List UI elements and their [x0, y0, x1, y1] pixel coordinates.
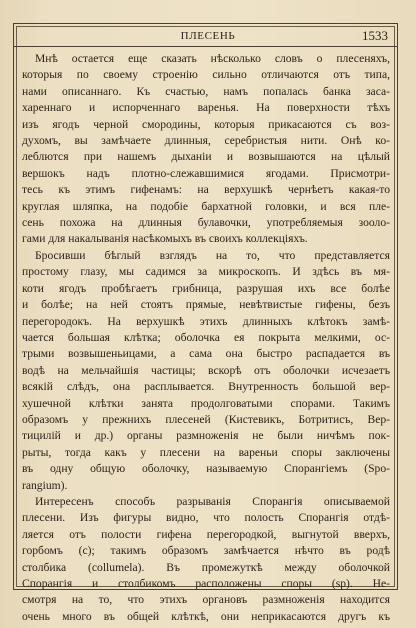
text-line: водѣ на мельчайшія частицы; вскорѣ отъ оболочки исчезаетъ: [22, 363, 390, 377]
text-line: духомъ, вы замѣчаете длинныя, серебристыя нити. Онѣ ко-: [22, 134, 390, 148]
text-line: круглая шляпка, на подобіе бархатной головки, и вся пле-: [22, 199, 390, 213]
text-line: нами описаннаго. Къ счастью, намъ попалась банка заса-: [22, 84, 390, 98]
text-line: очень много въ общей клѣткѣ, они неприкасаются другъ къ: [22, 609, 390, 623]
text-line: хушечной клѣтки занята продолговатыми спорами. Такимъ: [22, 396, 390, 410]
text-line: гами для накалыванія насѣкомыхъ въ своихъ коллекціяхъ.: [22, 232, 308, 246]
text-line: тицилій и др.) органы размноженія не были ничѣмъ пок-: [22, 429, 390, 443]
text-line: плесени. Изъ фигуры видно, что полость Спорангія отдѣ-: [22, 511, 390, 525]
text-line: чается большая клѣтка; оболочка ея покрыта мелкими, ос-: [22, 330, 390, 344]
running-title: ПЛЕСЕНЬ: [180, 30, 236, 42]
text-line: смотря на то, что этихъ органовъ размноженія находится: [22, 593, 390, 607]
text-line: Интересенъ способъ разрыванія Спорангія описываемой: [35, 494, 390, 508]
text-line: леблются при нашемъ дыханіи и возвышаются на цѣлый: [22, 150, 390, 164]
text-line: Бросивши бѣглый взглядъ на то, что представляется: [35, 248, 390, 262]
text-line: столбика (collumela). Въ промежуткѣ между оболочкой: [22, 560, 390, 574]
body-text: [22, 51, 390, 625]
text-line: которыя по своему строенію сильно отличаются отъ типа,: [22, 68, 390, 82]
text-line: изъ ягодъ черной смородины, которыя прикасаются съ воз-: [22, 117, 390, 131]
text-line: трыми возвышеньицами, а сама она быстро распадается въ: [22, 347, 390, 361]
text-line: ляется отъ полости гифена перегородкой, выгнутой вверхъ,: [22, 527, 390, 541]
header-rule: [13, 46, 398, 47]
text-line: хареннаго и испорченнаго варенья. На поверхности тѣхъ: [22, 101, 390, 115]
text-line: и болѣе; на ней стоятъ прямые, невѣтвистые гифены, безъ: [22, 298, 390, 312]
text-line: въ одну общую оболочку, называемую Спорангіемъ (Spo-: [22, 462, 390, 476]
text-line: образомъ у прежнихъ плесеней (Кистевикъ, Ботритисъ, Вер-: [22, 412, 390, 426]
text-line: коти ягодъ пробѣгаетъ грибница, разрушая ихъ все болѣе: [22, 281, 390, 295]
text-line: rangium).: [22, 478, 68, 492]
text-line: всякій слѣдъ, она расплывается. Внутренность большой вер-: [22, 380, 390, 394]
text-line: рыты, тогда какъ у плесени на вареньи споры заключены: [22, 445, 390, 459]
text-line: простому глазу, мы садимся за микроскопъ. И здѣсь въ мя-: [22, 265, 390, 279]
text-line: Мнѣ остается еще сказать нѣсколько словъ о плесеняхъ,: [35, 52, 390, 65]
page-number: 1533: [362, 28, 388, 43]
text-line: тесь къ этимъ гифенамъ: на верхушкѣ чернѣетъ какая-то: [22, 183, 390, 197]
text-line: вершокъ надъ плотно-слежавшимися ягодами. Присмотри-: [22, 166, 390, 180]
text-line: сень похожа на длинныя булавочки, употребляемыя зооло-: [22, 216, 390, 230]
text-line: горбомъ (c); такимъ образомъ замѣчается нѣчто въ родѣ: [22, 544, 390, 558]
text-line: перегородокъ. На верхушкѣ этихъ длинныхъ клѣтокъ замѣ-: [22, 314, 390, 328]
text-line: Спорангія и столбикомъ расположены споры (sp). Не-: [22, 577, 390, 590]
